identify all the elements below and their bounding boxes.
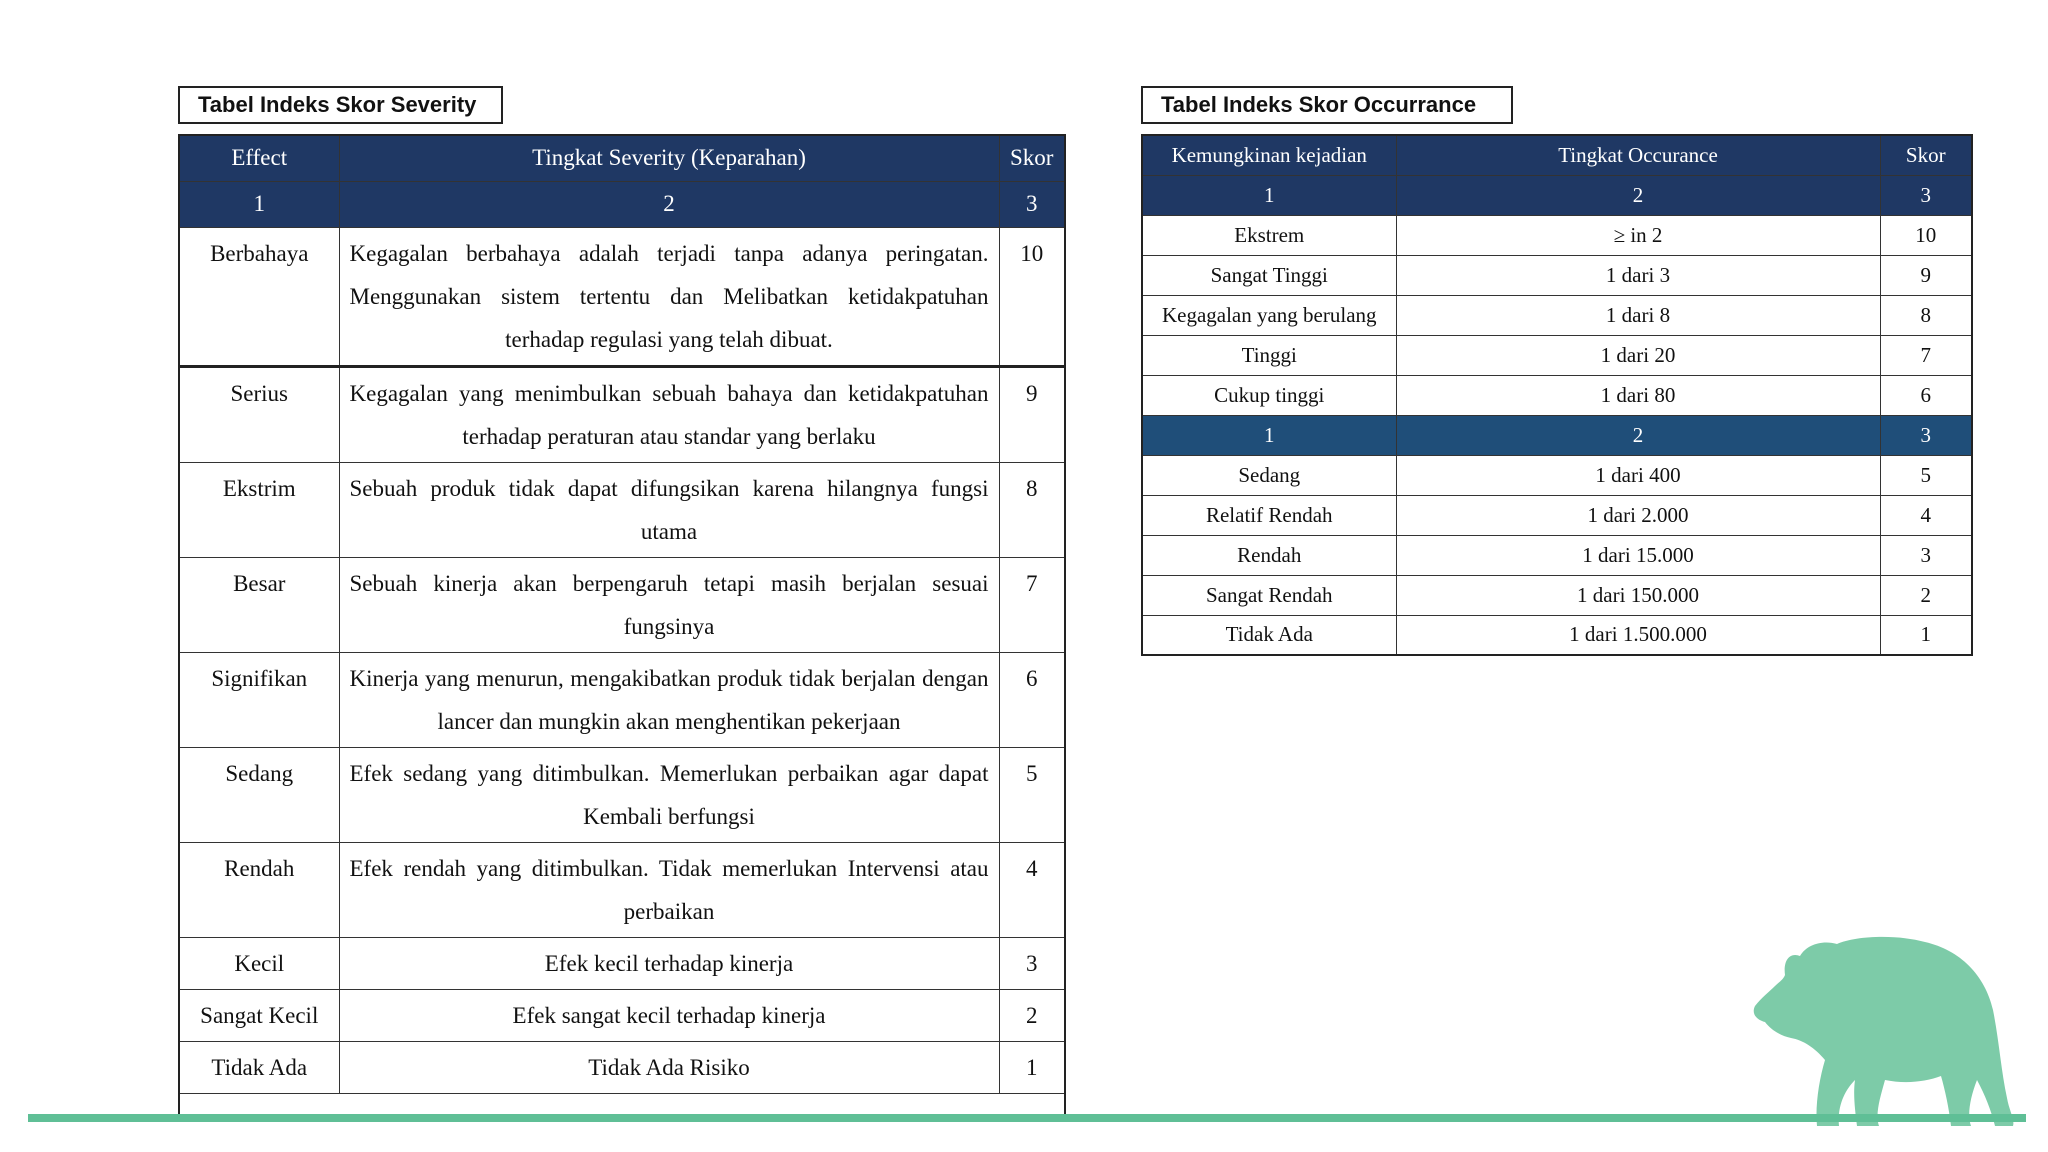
severity-header-score: Skor — [999, 135, 1065, 181]
severity-effect: Besar — [179, 557, 339, 652]
occurrence-mid-index-1: 1 — [1142, 415, 1396, 455]
severity-index-1: 1 — [179, 181, 339, 227]
table-row — [1142, 575, 1972, 615]
table-row — [179, 842, 1065, 937]
occurrence-label: Ekstrem — [1142, 215, 1396, 255]
severity-description: Kegagalan yang menimbulkan sebuah bahaya dan ketidakpatuhan terhadap peraturan atau standar yang berlaku — [339, 366, 999, 462]
severity-score: 10 — [999, 227, 1065, 366]
occurrence-label: Relatif Rendah — [1142, 495, 1396, 535]
table-row — [1142, 615, 1972, 655]
table-row — [1142, 495, 1972, 535]
occurrence-label: Sangat Rendah — [1142, 575, 1396, 615]
severity-score: 4 — [999, 842, 1065, 937]
severity-score: 7 — [999, 557, 1065, 652]
severity-description: Sebuah kinerja akan berpengaruh tetapi masih berjalan sesuai fungsinya — [339, 557, 999, 652]
severity-index-2: 2 — [339, 181, 999, 227]
table-row — [1142, 335, 1972, 375]
severity-description: Kegagalan berbahaya adalah terjadi tanpa adanya peringatan. Menggunakan sistem tertentu dan Melibatkan ketidakpatuhan terhadap regulasi yang telah dibuat. — [339, 227, 999, 366]
occurrence-rate: 1 dari 80 — [1396, 375, 1880, 415]
table-row — [1142, 375, 1972, 415]
occurrence-rate: 1 dari 400 — [1396, 455, 1880, 495]
occurrence-rate: 1 dari 20 — [1396, 335, 1880, 375]
occurrence-table — [1141, 134, 1973, 656]
occurrence-index-3: 3 — [1880, 175, 1972, 215]
severity-description: Efek rendah yang ditimbulkan. Tidak memerlukan Intervensi atau perbaikan — [339, 842, 999, 937]
table-row — [179, 652, 1065, 747]
severity-effect: Sedang — [179, 747, 339, 842]
severity-effect: Signifikan — [179, 652, 339, 747]
occurrence-score: 4 — [1880, 495, 1972, 535]
severity-description: Efek kecil terhadap kinerja — [339, 937, 999, 989]
severity-effect: Rendah — [179, 842, 339, 937]
occurrence-header-score: Skor — [1880, 135, 1972, 175]
occurrence-rate: 1 dari 1.500.000 — [1396, 615, 1880, 655]
table-row — [1142, 455, 1972, 495]
occurrence-label: Tinggi — [1142, 335, 1396, 375]
occurrence-label: Kegagalan yang berulang — [1142, 295, 1396, 335]
severity-score: 9 — [999, 366, 1065, 462]
occurrence-score: 10 — [1880, 215, 1972, 255]
severity-effect: Berbahaya — [179, 227, 339, 366]
severity-description: Kinerja yang menurun, mengakibatkan produk tidak berjalan dengan lancer dan mungkin akan menghentikan pekerjaan — [339, 652, 999, 747]
severity-header-level: Tingkat Severity (Keparahan) — [339, 135, 999, 181]
occurrence-mid-index-3: 3 — [1880, 415, 1972, 455]
severity-description: Sebuah produk tidak dapat difungsikan karena hilangnya fungsi utama — [339, 462, 999, 557]
occurrence-score: 3 — [1880, 535, 1972, 575]
occurrence-score: 8 — [1880, 295, 1972, 335]
occurrence-label: Cukup tinggi — [1142, 375, 1396, 415]
occurrence-rate: 1 dari 150.000 — [1396, 575, 1880, 615]
table-row — [1142, 295, 1972, 335]
severity-score: 3 — [999, 937, 1065, 989]
occurrence-label: Tidak Ada — [1142, 615, 1396, 655]
severity-score: 1 — [999, 1041, 1065, 1093]
table-row — [179, 557, 1065, 652]
occurrence-table-caption: Tabel Indeks Skor Occurrance — [1141, 86, 1513, 124]
occurrence-score: 1 — [1880, 615, 1972, 655]
table-row — [179, 366, 1065, 462]
severity-score: 6 — [999, 652, 1065, 747]
occurrence-rate: 1 dari 8 — [1396, 295, 1880, 335]
table-row — [179, 227, 1065, 366]
table-row — [1142, 215, 1972, 255]
occurrence-rate: 1 dari 2.000 — [1396, 495, 1880, 535]
severity-effect: Kecil — [179, 937, 339, 989]
occurrence-rate: 1 dari 3 — [1396, 255, 1880, 295]
severity-table-caption: Tabel Indeks Skor Severity — [178, 86, 503, 124]
table-row — [179, 937, 1065, 989]
occurrence-score: 5 — [1880, 455, 1972, 495]
severity-description: Efek sangat kecil terhadap kinerja — [339, 989, 999, 1041]
occurrence-index-2: 2 — [1396, 175, 1880, 215]
table-row — [1142, 255, 1972, 295]
severity-effect: Tidak Ada — [179, 1041, 339, 1093]
severity-effect: Sangat Kecil — [179, 989, 339, 1041]
occurrence-score: 7 — [1880, 335, 1972, 375]
severity-header-effect: Effect — [179, 135, 339, 181]
severity-score: 8 — [999, 462, 1065, 557]
occurrence-label: Sedang — [1142, 455, 1396, 495]
occurrence-score: 2 — [1880, 575, 1972, 615]
occurrence-rate: ≥ in 2 — [1396, 215, 1880, 255]
severity-score: 2 — [999, 989, 1065, 1041]
severity-index-3: 3 — [999, 181, 1065, 227]
occurrence-mid-index-2: 2 — [1396, 415, 1880, 455]
severity-description: Tidak Ada Risiko — [339, 1041, 999, 1093]
bottom-accent-line — [28, 1114, 2026, 1122]
table-row — [179, 989, 1065, 1041]
severity-score: 5 — [999, 747, 1065, 842]
table-row — [179, 1041, 1065, 1093]
severity-effect: Serius — [179, 366, 339, 462]
severity-table — [178, 134, 1066, 1120]
severity-effect: Ekstrim — [179, 462, 339, 557]
severity-description: Efek sedang yang ditimbulkan. Memerlukan perbaikan agar dapat Kembali berfungsi — [339, 747, 999, 842]
table-row — [179, 462, 1065, 557]
occurrence-label: Sangat Tinggi — [1142, 255, 1396, 295]
table-row — [1142, 535, 1972, 575]
occurrence-index-1: 1 — [1142, 175, 1396, 215]
occurrence-rate: 1 dari 15.000 — [1396, 535, 1880, 575]
bear-silhouette-icon — [1745, 930, 2020, 1130]
occurrence-header-likelihood: Kemungkinan kejadian — [1142, 135, 1396, 175]
occurrence-header-level: Tingkat Occurance — [1396, 135, 1880, 175]
occurrence-label: Rendah — [1142, 535, 1396, 575]
table-row — [179, 747, 1065, 842]
occurrence-index-row — [1142, 415, 1972, 455]
occurrence-score: 6 — [1880, 375, 1972, 415]
occurrence-score: 9 — [1880, 255, 1972, 295]
